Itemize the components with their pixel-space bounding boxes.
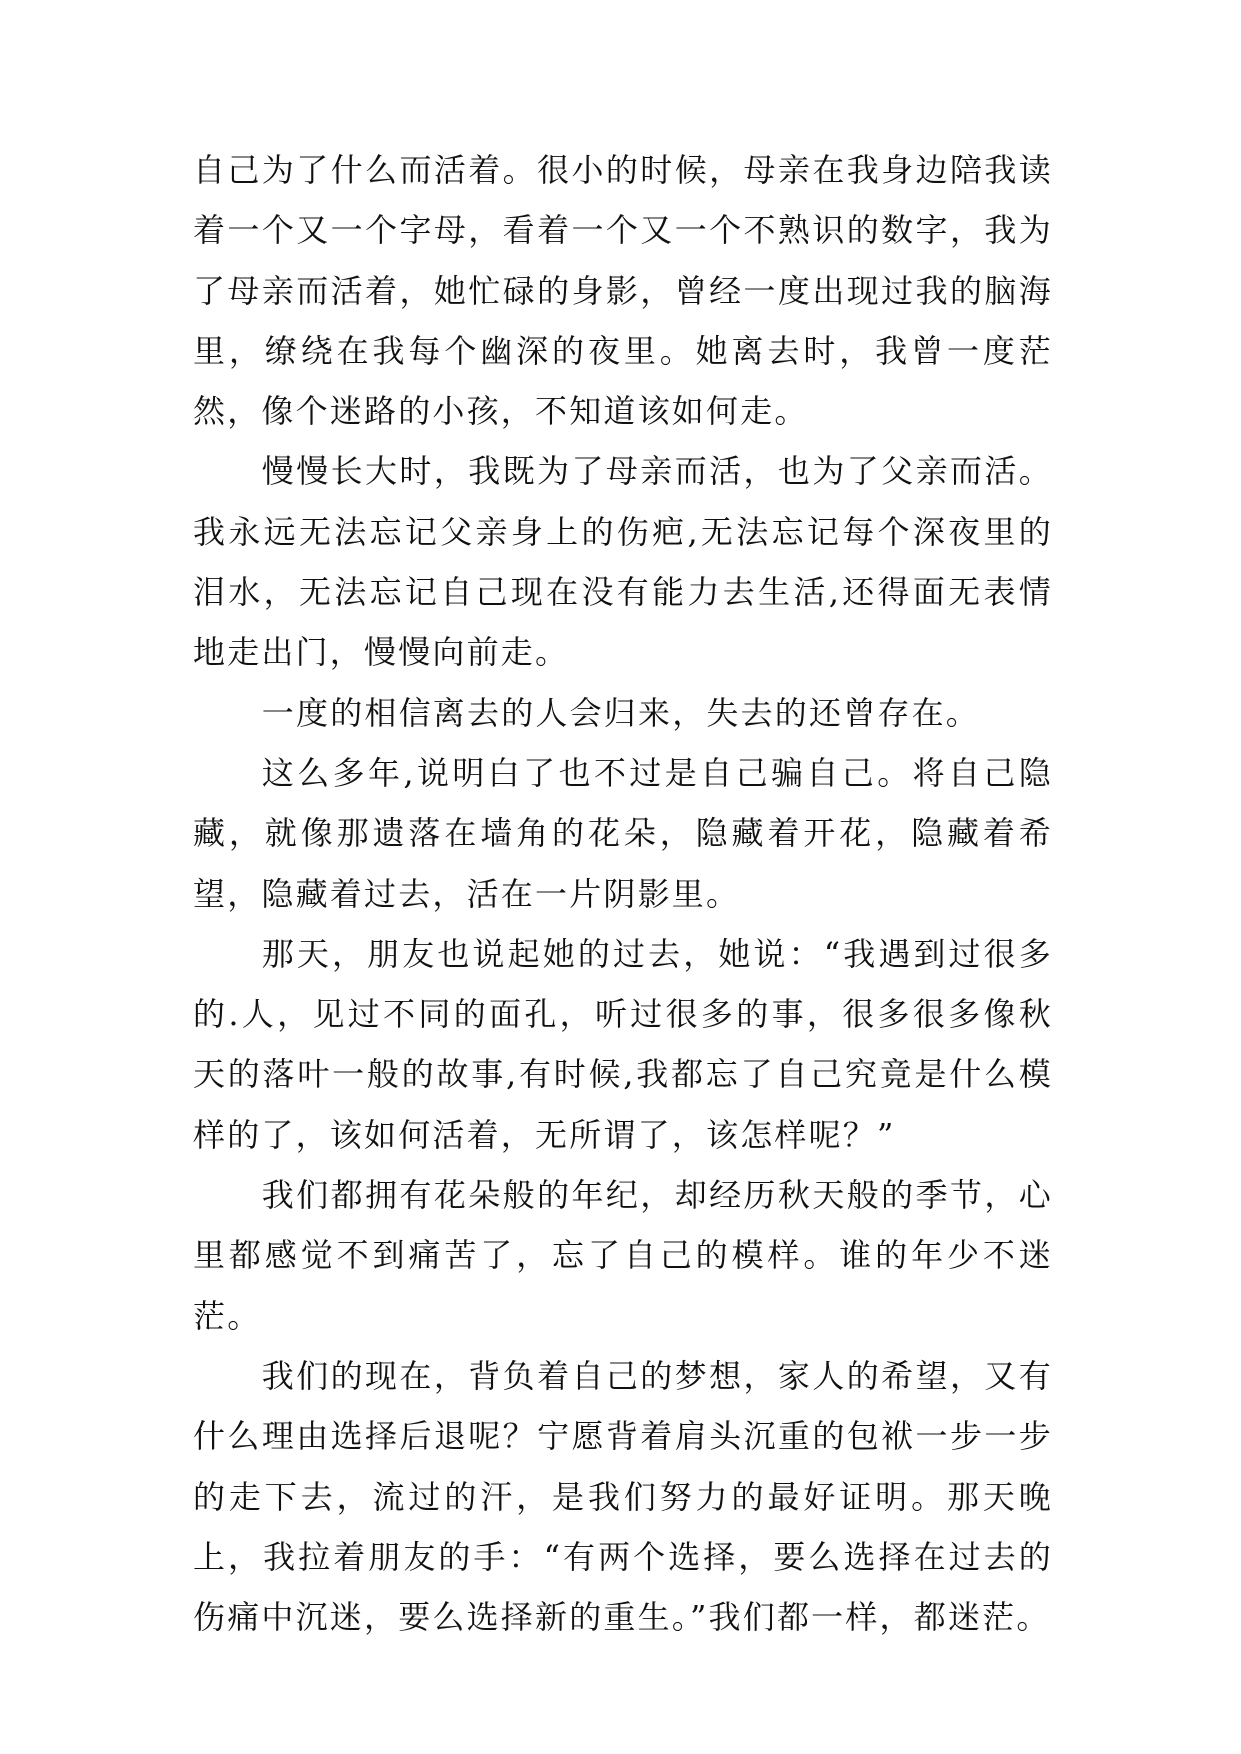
paragraph-3: 一度的相信离去的人会归来，失去的还曾存在。: [261, 693, 980, 732]
document-body: [193, 140, 1053, 1647]
paragraph-2: 慢慢长大时，我既为了母亲而活，也为了父亲而活。我永远无法忘记父亲身上的伤疤,无法忘记每个深夜里的泪水，无法忘记自己现在没有能力去生活,还得面无表情地走出门，慢慢向前走。: [193, 452, 1053, 672]
paragraph-4: 这么多年,说明白了也不过是自己骗自己。将自己隐藏，就像那遗落在墙角的花朵，隐藏着开花，隐藏着希望，隐藏着过去，活在一片阴影里。: [193, 753, 1053, 913]
paragraph-6: 我们都拥有花朵般的年纪，却经历秋天般的季节，心里都感觉不到痛苦了，忘了自己的模样。谁的年少不迷茫。: [193, 1176, 1053, 1335]
paragraph-1: 自己为了什么而活着。很小的时候，母亲在我身边陪我读着一个又一个字母，看着一个又一个不熟识的数字，我为了母亲而活着，她忙碌的身影，曾经一度出现过我的脑海里，缭绕在我每个幽深的夜里。她离去时，我曾一度茫然，像个迷路的小孩，不知道该如何走。: [193, 151, 1053, 431]
paragraph-5: 那天，朋友也说起她的过去，她说：“我遇到过很多的.人，见过不同的面孔，听过很多的事，很多很多像秋天的落叶一般的故事,有时候,我都忘了自己究竟是什么模样的了，该如何活着，无所谓了，该怎样呢？”: [193, 934, 1053, 1154]
paragraph-7: 我们的现在，背负着自己的梦想，家人的希望，又有什么理由选择后退呢？宁愿背着肩头沉重的包袱一步一步的走下去，流过的汗，是我们努力的最好证明。那天晚上，我拉着朋友的手：“有两个选择，要么选择在过去的伤痛中沉迷，要么选择新的重生。”我们都一样，都迷茫。: [193, 1356, 1053, 1637]
